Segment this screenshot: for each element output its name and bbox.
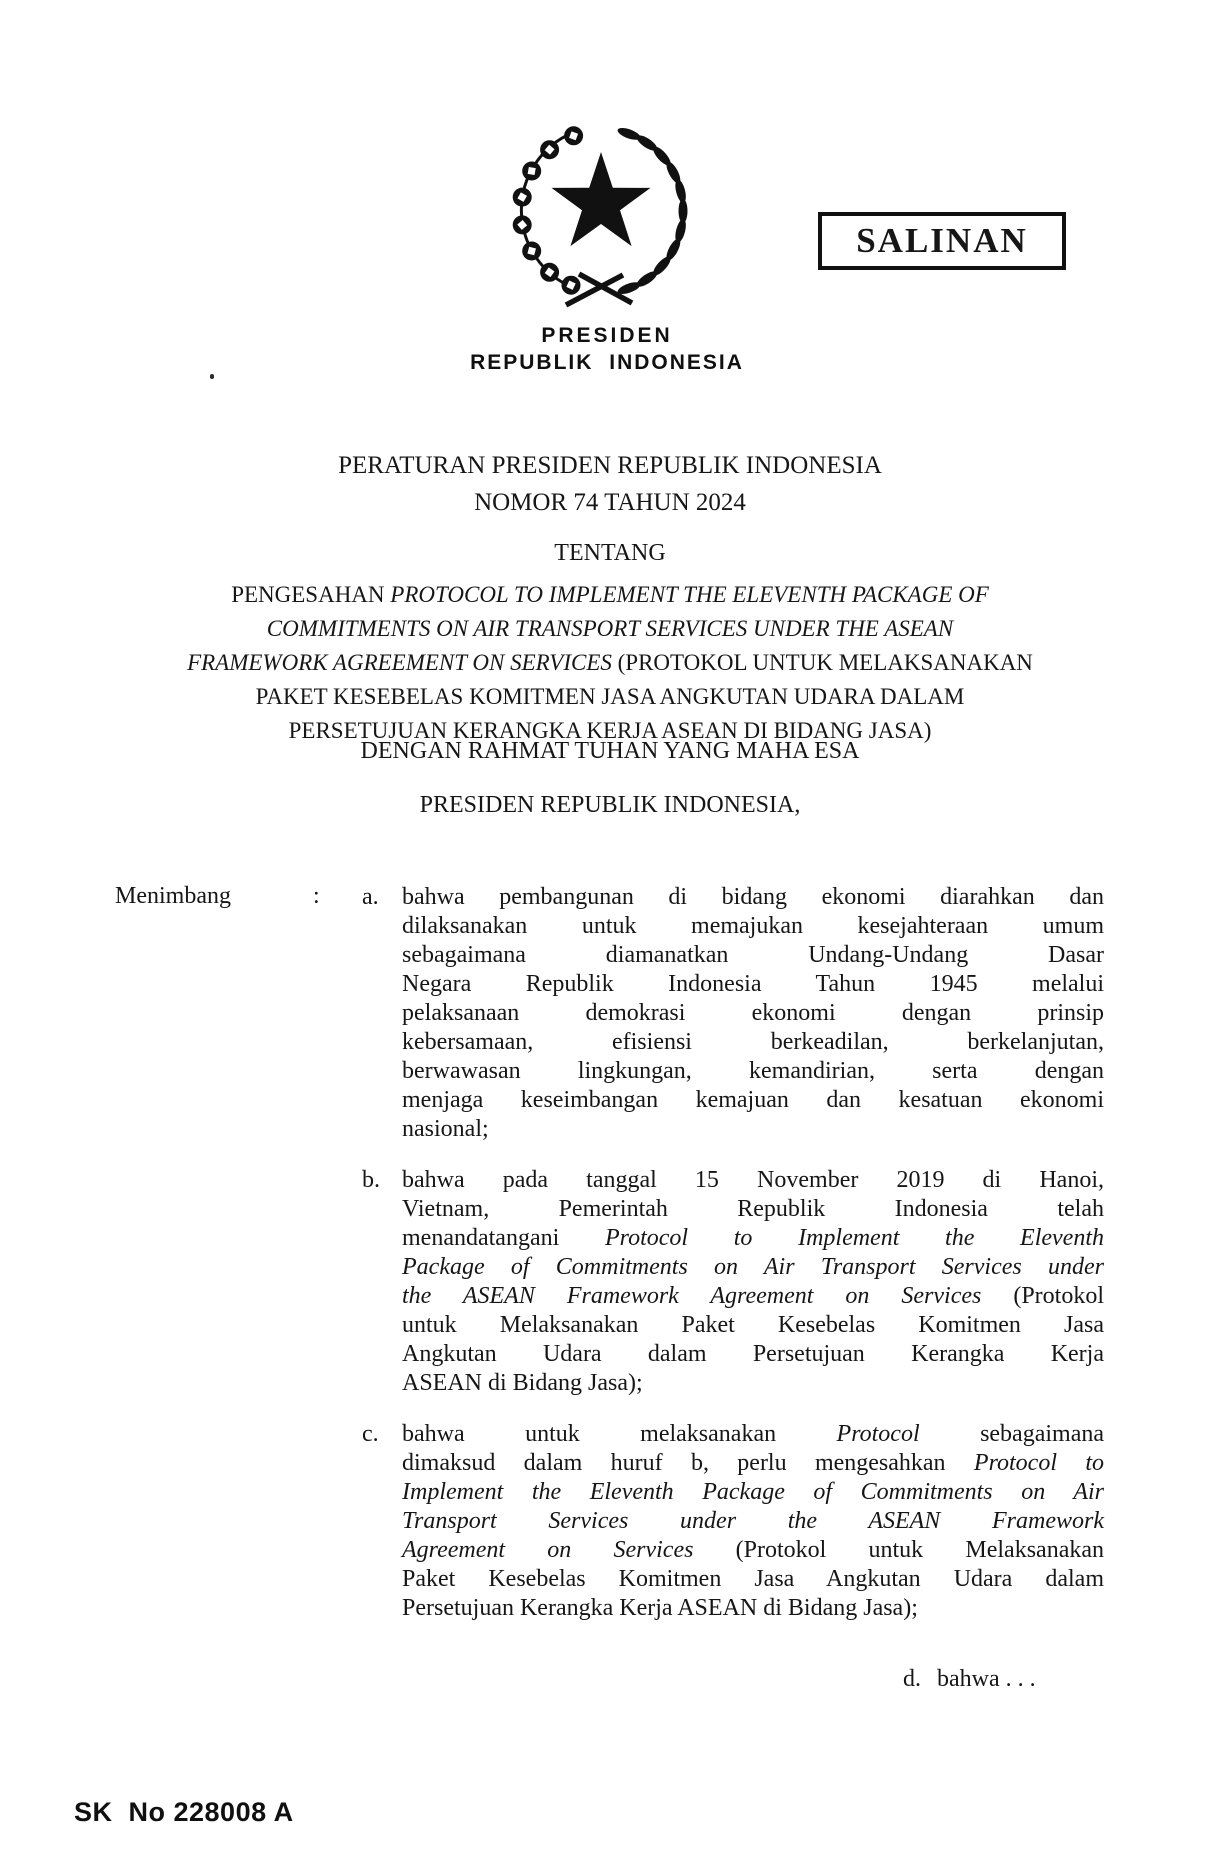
subject-line: [110, 680, 1110, 714]
catchword-continuation: [903, 1666, 1036, 1693]
scan-artifact-dot: [210, 374, 214, 379]
consideration-item-a: [362, 883, 1104, 1144]
menimbang-colon: :: [313, 883, 320, 909]
text-segment: PERSETUJUAN KERANGKA KERJA ASEAN DI BIDANG JASA): [288, 718, 932, 743]
italic-text-segment: COMMITMENTS ON AIR TRANSPORT SERVICES UNDER THE ASEAN: [266, 616, 954, 641]
star-wreath-emblem-icon: [506, 116, 696, 321]
text-line: [402, 1449, 1104, 1478]
invocation-line: DENGAN RAHMAT TUHAN YANG MAHA ESA: [360, 738, 860, 764]
text-line: [402, 1224, 1104, 1253]
text-segment: kebersamaan, efisiensi berkeadilan, berkelanjutan,: [402, 1029, 1104, 1055]
text-segment: sebagaimana diamanatkan Undang-Undang Dasar: [402, 942, 1104, 968]
catchword-marker: d.: [903, 1666, 921, 1692]
text-line: [402, 1420, 1104, 1449]
text-line: [402, 912, 1104, 941]
text-segment: PENGESAHAN: [231, 582, 391, 607]
text-segment: pelaksanaan demokrasi ekonomi dengan prinsip: [402, 1000, 1104, 1026]
text-segment: menandatangani: [402, 1225, 605, 1251]
salinan-stamp-label: SALINAN: [856, 221, 1028, 260]
text-segment: menjaga keseimbangan kemajuan dan kesatuan ekonomi: [402, 1087, 1104, 1113]
item-text: [402, 1166, 1104, 1398]
text-line: [402, 1594, 1104, 1623]
text-line: [402, 1507, 1104, 1536]
item-text: [402, 883, 1104, 1144]
text-segment: untuk Melaksanakan Paket Kesebelas Komitmen Jasa: [402, 1312, 1104, 1338]
italic-text-segment: Implement the Eleventh Package of Commitments on Air: [402, 1479, 1104, 1505]
italic-text-segment: Transport Services under the ASEAN Framework: [402, 1508, 1104, 1534]
text-segment: Persetujuan Kerangka Kerja ASEAN di Bidang Jasa);: [402, 1595, 918, 1621]
text-segment: nasional;: [402, 1116, 489, 1142]
item-marker: b.: [362, 1167, 380, 1193]
text-line: [402, 1166, 1104, 1195]
text-line: [402, 1115, 1104, 1144]
text-segment: Negara Republik Indonesia Tahun 1945 melalui: [402, 971, 1104, 997]
text-line: [402, 1028, 1104, 1057]
wreath-right-rice-branch: [616, 126, 688, 297]
consideration-item-b: [362, 1166, 1104, 1398]
text-segment: bahwa pada tanggal 15 November 2019 di Hanoi,: [402, 1167, 1104, 1193]
italic-text-segment: Protocol to: [973, 1450, 1105, 1476]
text-line: [402, 1536, 1104, 1565]
text-segment: bahwa untuk melaksanakan: [402, 1421, 837, 1447]
text-segment: sebagaimana: [919, 1421, 1105, 1447]
text-line: [402, 1086, 1104, 1115]
text-segment: Vietnam, Pemerintah Republik Indonesia telah: [402, 1196, 1104, 1222]
regulation-title-line: PERATURAN PRESIDEN REPUBLIK INDONESIA: [338, 452, 882, 479]
text-segment: dilaksanakan untuk memajukan kesejahteraan umum: [402, 913, 1104, 939]
text-line: [402, 1340, 1104, 1369]
text-segment: ASEAN di Bidang Jasa);: [402, 1370, 643, 1396]
italic-text-segment: Protocol to Implement the Eleventh: [604, 1225, 1105, 1251]
text-line: [402, 1369, 1104, 1398]
text-segment: (Protokol: [1013, 1283, 1104, 1309]
menimbang-label: Menimbang: [115, 883, 231, 909]
text-segment: berwawasan lingkungan, kemandirian, serta dengan: [402, 1058, 1104, 1084]
sk-number: SK No 228008 A: [74, 1797, 294, 1827]
letterhead: [382, 322, 832, 376]
text-line: [402, 1195, 1104, 1224]
salinan-stamp: [818, 212, 1066, 270]
subject-line: [110, 612, 1110, 646]
italic-text-segment: PROTOCOL TO IMPLEMENT THE ELEVENTH PACKAGE OF: [390, 582, 989, 607]
italic-text-segment: Package of Commitments on Air Transport Services under: [402, 1254, 1104, 1280]
text-line: [402, 1253, 1104, 1282]
wreath-left-cotton-branch: [513, 126, 583, 294]
text-line: [402, 1565, 1104, 1594]
consideration-item-c: [362, 1420, 1104, 1623]
text-line: [402, 883, 1104, 912]
italic-text-segment: Agreement on Services: [402, 1537, 736, 1563]
catchword-text: bahwa . . .: [937, 1666, 1036, 1692]
text-line: [402, 1057, 1104, 1086]
italic-text-segment: the ASEAN Framework Agreement on Services: [402, 1283, 1014, 1309]
text-line: [402, 1282, 1104, 1311]
text-segment: (PROTOKOL UNTUK MELAKSANAKAN: [617, 650, 1033, 675]
text-line: [402, 999, 1104, 1028]
text-segment: Paket Kesebelas Komitmen Jasa Angkutan Udara dalam: [402, 1566, 1104, 1592]
text-line: [402, 1311, 1104, 1340]
enacting-authority-line: PRESIDEN REPUBLIK INDONESIA,: [419, 792, 801, 818]
considerations-list: [362, 883, 1104, 1645]
italic-text-segment: Protocol: [836, 1421, 920, 1447]
letterhead-presiden: PRESIDEN: [541, 324, 673, 347]
item-text: [402, 1420, 1104, 1623]
text-line: [402, 970, 1104, 999]
star-icon: [552, 152, 651, 246]
text-segment: Angkutan Udara dalam Persetujuan Kerangka Kerja: [402, 1341, 1104, 1367]
subject-line: [110, 578, 1110, 612]
item-marker: c.: [362, 1421, 379, 1447]
text-segment: bahwa pembangunan di bidang ekonomi diarahkan dan: [402, 884, 1104, 910]
text-line: [402, 1478, 1104, 1507]
subject-line: [110, 646, 1110, 680]
tentang-label: TENTANG: [554, 540, 666, 566]
regulation-subject: [110, 578, 1110, 748]
text-line: [402, 941, 1104, 970]
regulation-number-line: NOMOR 74 TAHUN 2024: [474, 489, 746, 516]
presidential-emblem: [506, 116, 696, 321]
italic-text-segment: FRAMEWORK AGREEMENT ON SERVICES: [187, 650, 618, 675]
text-segment: PAKET KESEBELAS KOMITMEN JASA ANGKUTAN UDARA DALAM: [255, 684, 965, 709]
text-segment: (Protokol untuk Melaksanakan: [735, 1537, 1104, 1563]
letterhead-republik-indonesia: REPUBLIK INDONESIA: [470, 351, 744, 374]
text-segment: dimaksud dalam huruf b, perlu mengesahkan: [402, 1450, 974, 1476]
regulation-title-block: [110, 447, 1110, 521]
item-marker: a.: [362, 884, 379, 910]
